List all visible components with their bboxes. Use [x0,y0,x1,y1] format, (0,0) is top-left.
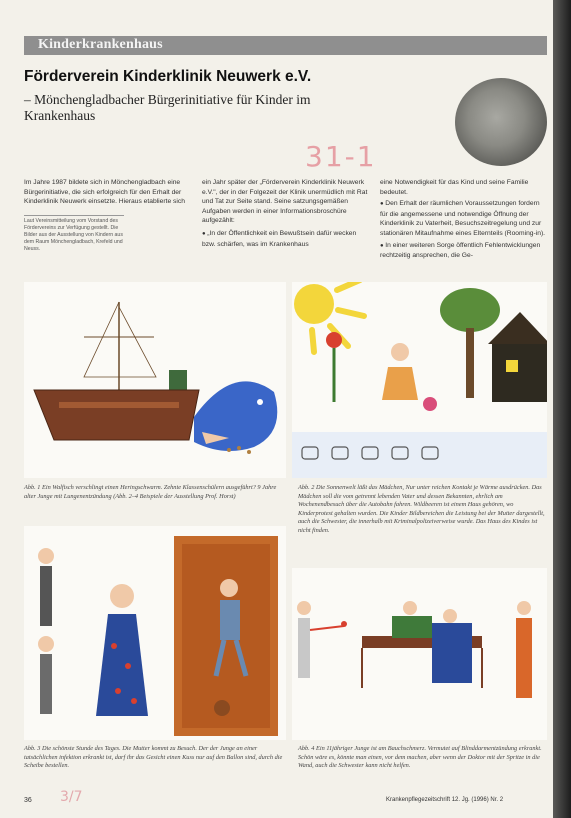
round-portrait-photo [455,78,547,166]
figure-3-caption: Abb. 3 Die schönste Stunde des Tages. Die Mutter kommt zu Besuch. Der der Junge an einer tatsächlichen infektion erkrankt ist, darf ihr das Gesicht einen Kuss nur auf den Ballon sind, durch die Scheibe bestellen. [24,745,283,770]
page-scribble: 3/7 [60,789,83,805]
page-number: 36 [24,797,32,804]
figure-1-drawing [24,282,286,478]
section-header-label: Kinderkrankenhaus [38,37,163,52]
column-2-bullet: ● „In der Öffentlichkeit ein Bewußtsein dafür wecken bzw. schärfen, was im Krankenhaus [202,229,370,249]
figure-2-drawing [292,282,547,478]
column-3-bullet-1: ● Den Erhalt der räumlichen Voraussetzungen fordern für die angemessene und notwendige Öffnung der Kinderklinik zu Vaterheit, Besuchszeitregelung und zur stationären Mitaufnahme eines Elternteils (Rooming-in). [380,199,547,238]
figure-2-caption: Abb. 2 Die Sonnenwelt läßt das Mädchen, Nur unter reichen Kontakt je Wärme ausdrücken. Das Mädchen soll die vom getrennt lebenden Vater und dessen Bekannten, ehrlich am Wochenendbesuch über die Autobahn fahren. Wildbeeren ist einem Haus gehören, wo Kinderprotest gehalten wurden. Die Kinder Bildbereichen die Leistung bei der Mutter dargestellt, auch die Schwester, die innerhalb mit Kriminalpolizeiverweise wurde. Das Haus des Kindes ist nicht finden. [298,484,545,534]
article-title: Förderverein Kinderklinik Neuwerk e.V. [24,68,312,85]
mother-visit-illustration [24,526,286,740]
sun-girl-house-illustration [292,282,547,478]
journal-reference: Krankenpflegezeitschrift 12. Jg. (1996) Nr. 2 [386,797,504,803]
column-1-text: Im Jahre 1987 bildete sich in Mönchengladbach eine Bürgerinitiative, die sich erfolgreich für den Erhalt der Kinderklinik Neuwerk einsetzte. Hieraus etablierte sich [24,179,185,206]
ship-and-whale-illustration [24,282,286,478]
text-column-3 [380,178,547,261]
figure-4-caption: Abb. 4 Ein 11jähriger Junge ist am Bauchschmerz. Vermutet auf Blinddarmentzündung erkrankt. Schön wäre es, könnte man einen, vor dem machen, aber wenn der Doktor mit der Spritze in die Wand, auch die Schwester kann nicht helfen. [298,745,542,770]
book-spine-edge [553,0,571,818]
handwritten-mark: 31-1 [305,140,377,173]
section-header-bar [24,36,547,55]
column-3-text: eine Notwendigkeit für das Kind und seine Familie bedeutet. [380,179,529,196]
text-column-1 [24,178,194,253]
article-subtitle: – Mönchengladbacher Bürgerinitiative für Kinder im Krankenhaus [24,92,311,123]
column-2-text: ein Jahr später der „Förderverein Kinderklinik Neuwerk e.V.", der in der Folgezeit der Klinik unermüdlich mit Rat und Tat zur Seite stand. Seine satzungsgemäßen Aufgaben werden in einer Informationsbroschüre aufgezählt: [202,179,368,225]
doctor-syringe-illustration [292,568,547,740]
figure-1-caption: Abb. 1 Ein Walfisch verschlingt einen Heringschwarm. Zehnte Klassenschülern ausgeführt? 9 Jahre alter Junge mit Lungenentzündung (Abb. 2–4 Beispiele der Ausstellung Prof. Horst) [24,484,277,500]
column-1-footnote: Laut Vereinsmitteilung vom Vorstand des Fördervereins zur Verfügung gestellt. Die Bilder aus der Ausstellung von Kindern aus dem Raum Mönchengladbach, Krefeld und Neuss. [24,215,124,253]
text-column-2 [202,178,370,249]
figure-4-drawing [292,568,547,740]
figure-3-drawing [24,526,286,740]
column-3-bullet-2: ● In einer weiteren Sorge öffentlich Fehlentwicklungen rechtzeitig ansprechen, die Ge- [380,241,547,261]
